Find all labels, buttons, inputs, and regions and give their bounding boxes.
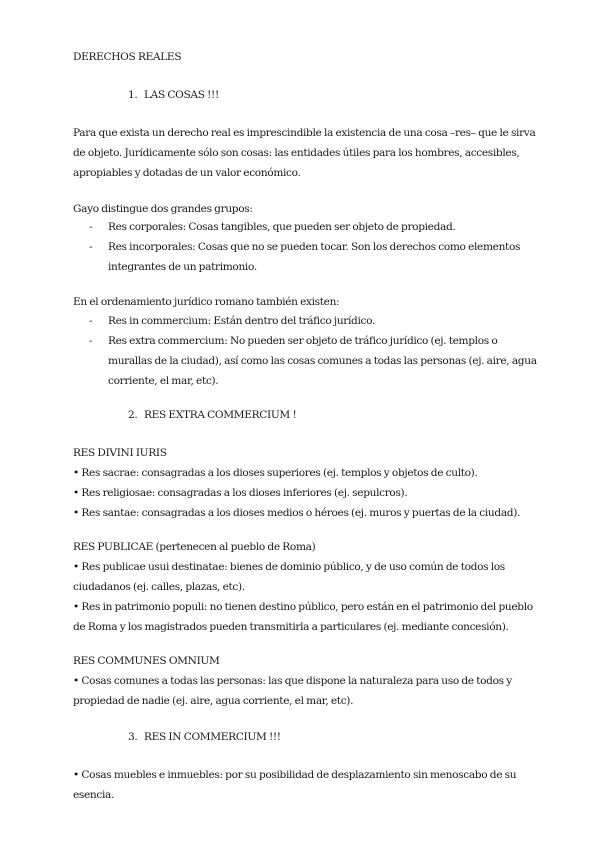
section-title: LAS COSAS !!! [144, 89, 219, 101]
list-item-text: Res extra commercium: No pueden ser objeto de tráfico jurídico (ej. templos o murallas de la ciudad), así como las cosas comunes a todas las personas (ej. aire, agua corriente, el mar, etc). [108, 335, 537, 387]
roman-list [73, 311, 543, 391]
section-number: 3. [128, 731, 138, 743]
publicae-heading: RES PUBLICAE (pertenecen al pueblo de Roma) [73, 541, 316, 553]
section-title: RES EXTRA COMMERCIUM ! [144, 409, 297, 421]
list-item-text: Res incorporales: Cosas que no se pueden tocar. Son los derechos como elementos integrantes de un patrimonio. [108, 241, 521, 273]
list-item-text: Res corporales: Cosas tangibles, que pueden ser objeto de propiedad. [108, 221, 456, 233]
bullet-item: • Cosas comunes a todas las personas: las que dispone la naturaleza para uso de todos y propiedad de nadie (ej. aire, agua corriente, el mar, etc). [73, 675, 512, 707]
list-item [73, 331, 543, 391]
section-heading-1 [128, 85, 219, 105]
roman-heading: En el ordenamiento jurídico romano también existen: [73, 296, 340, 308]
bullet-item: • Res santae: consagradas a los dioses medios o héroes (ej. muros y puertas de la ciudad). [73, 507, 521, 519]
communes-heading: RES COMMUNES OMNIUM [73, 655, 220, 667]
list-item [73, 237, 543, 277]
dash-marker: - [89, 221, 93, 233]
intro-paragraph: Para que exista un derecho real es imprescindible la existencia de una cosa –res– que le sirva de objeto. Jurídicamente sólo son cosas: las entidades útiles para los hombres, accesibles, apropiables y dotadas de un valor económico. [73, 127, 536, 179]
divini-block [73, 443, 543, 523]
dash-marker: - [89, 335, 93, 347]
dash-marker: - [89, 315, 93, 327]
gayo-heading: Gayo distingue dos grandes grupos: [73, 203, 253, 215]
bullet-item: • Res sacrae: consagradas a los dioses superiores (ej. templos y objetos de culto). [73, 467, 478, 479]
section-heading-3 [128, 727, 281, 747]
bullet-item: • Res religiosae: consagradas a los dioses inferiores (ej. sepulcros). [73, 487, 408, 499]
bullet-item: • Res in patrimonio populi: no tienen destino público, pero están en el patrimonio del pueblo de Roma y los magistrados pueden transmitirla a particulares (ej. mediante concesión). [73, 601, 533, 633]
communes-block [73, 651, 543, 711]
publicae-block [73, 537, 543, 637]
list-item [73, 217, 543, 237]
list-item [73, 311, 543, 331]
bullet-item: • Cosas muebles e inmuebles: por su posibilidad de desplazamiento sin menoscabo de su esencia. [73, 769, 517, 801]
section-title: RES IN COMMERCIUM !!! [144, 731, 281, 743]
commercium-block [73, 765, 543, 805]
section-number: 2. [128, 409, 138, 421]
bullet-item: • Res publicae usui destinatae: bienes de dominio público, y de uso común de todos los ciudadanos (ej. calles, plazas, etc). [73, 561, 505, 593]
document-title: DERECHOS REALES [73, 51, 182, 63]
section-number: 1. [128, 89, 138, 101]
gayo-list [73, 217, 543, 277]
section-heading-2 [128, 405, 296, 425]
dash-marker: - [89, 241, 93, 253]
divini-heading: RES DIVINI IURIS [73, 447, 167, 459]
list-item-text: Res in commercium: Están dentro del tráfico jurídico. [108, 315, 375, 327]
